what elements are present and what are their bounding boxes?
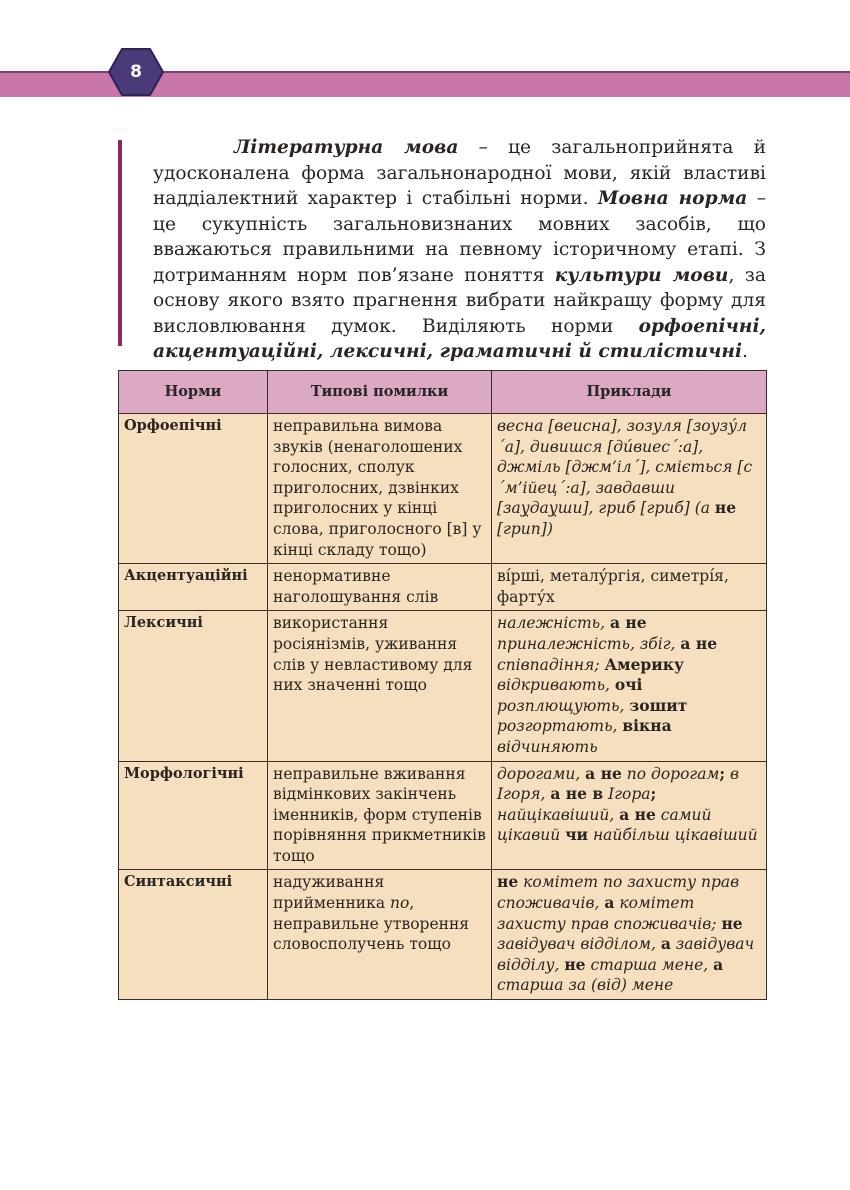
typical-error: неправильне вживання відмінкових закінчень іменників, форм ступенів порівняння прикметників тощо	[268, 761, 492, 870]
norm-name: Лексичні	[119, 611, 268, 761]
example: весна [веиснa], зозуля [зоузу́л´а], дивишся [ди́виес´:а], джміль [джм’іл´], сміється [с´м’ійец´:а], завдавши [зау̯дау̯ши], гриб [гриб] (а не [грип])	[492, 414, 767, 564]
norm-name: Орфоепічні	[119, 414, 268, 564]
intro-paragraph: Літературна мова – це загальноприйнята й удосконалена форма загальнонародної мови, якій властиві наддіалектний характер і стабільні норми. Мовна норма – це сукупність загальновизнаних мовних засобів, що вважаються правильними на певному історичному етапі. З дотриманням норм пов’язане поняття культури мови, за основу якого взято прагнення вибрати найкращу форму для висловлювання думок. Виділяють норми орфоепічні, акцентуаційні, лексичні, граматичні й стилістичні.	[153, 137, 766, 362]
header-examples: Приклади	[492, 371, 767, 414]
table-row	[119, 564, 767, 611]
example: не комітет по захисту прав споживачів, а комітет захисту прав споживачів; не завідувач відділом, а завідувач відділу, не старша мене, а старша за (від) мене	[492, 870, 767, 1000]
example: дорогами, а не по дорогам; в Ігоря, а не в Ігора; найцікавіший, а не самий цікавий чи найбільш цікавіший	[492, 761, 767, 870]
norm-name: Морфологічні	[119, 761, 268, 870]
table-header-row	[119, 371, 767, 414]
table-row	[119, 761, 767, 870]
table-row	[119, 414, 767, 564]
norm-name: Акцентуаційні	[119, 564, 268, 611]
table-row	[119, 611, 767, 761]
intro-accent-bar	[118, 140, 122, 346]
example: ві́рші, металу́ргія, симетрі́я, фарту́х	[492, 564, 767, 611]
page-number: 8	[130, 62, 142, 82]
term-language-norm: Мовна норма	[597, 188, 748, 209]
term-language-culture: культури мови	[554, 264, 729, 286]
norm-name: Синтаксичні	[119, 870, 268, 1000]
table-row	[119, 870, 767, 1000]
example: належність, а не приналежність, збіг, а не співпадіння; Америку відкривають, очі розплющують, зошит розгортають, вікна відчиняють	[492, 611, 767, 761]
header-errors: Типові помилки	[268, 371, 492, 414]
norms-table	[118, 370, 767, 1000]
typical-error: використання росіянізмів, уживання слів у невластивому для них значенні тощо	[268, 611, 492, 761]
header-norms: Норми	[119, 371, 268, 414]
term-norm-types: орфоепічні, акцентуаційні, лексичні, граматичні й стилістичні	[153, 315, 766, 362]
typical-error: неправильна вимова звуків (ненаголошених голосних, сполук приголосних, дзвінких приголосних у кінці слова, приголосного [в] у кінці складу тощо)	[268, 414, 492, 564]
term-literary-language: Літературна мова	[233, 137, 459, 158]
typical-error: ненормативне наголошування слів	[268, 564, 492, 611]
typical-error: надуживання прийменника по, неправильне утворення словосполучень тощо	[268, 870, 492, 1000]
